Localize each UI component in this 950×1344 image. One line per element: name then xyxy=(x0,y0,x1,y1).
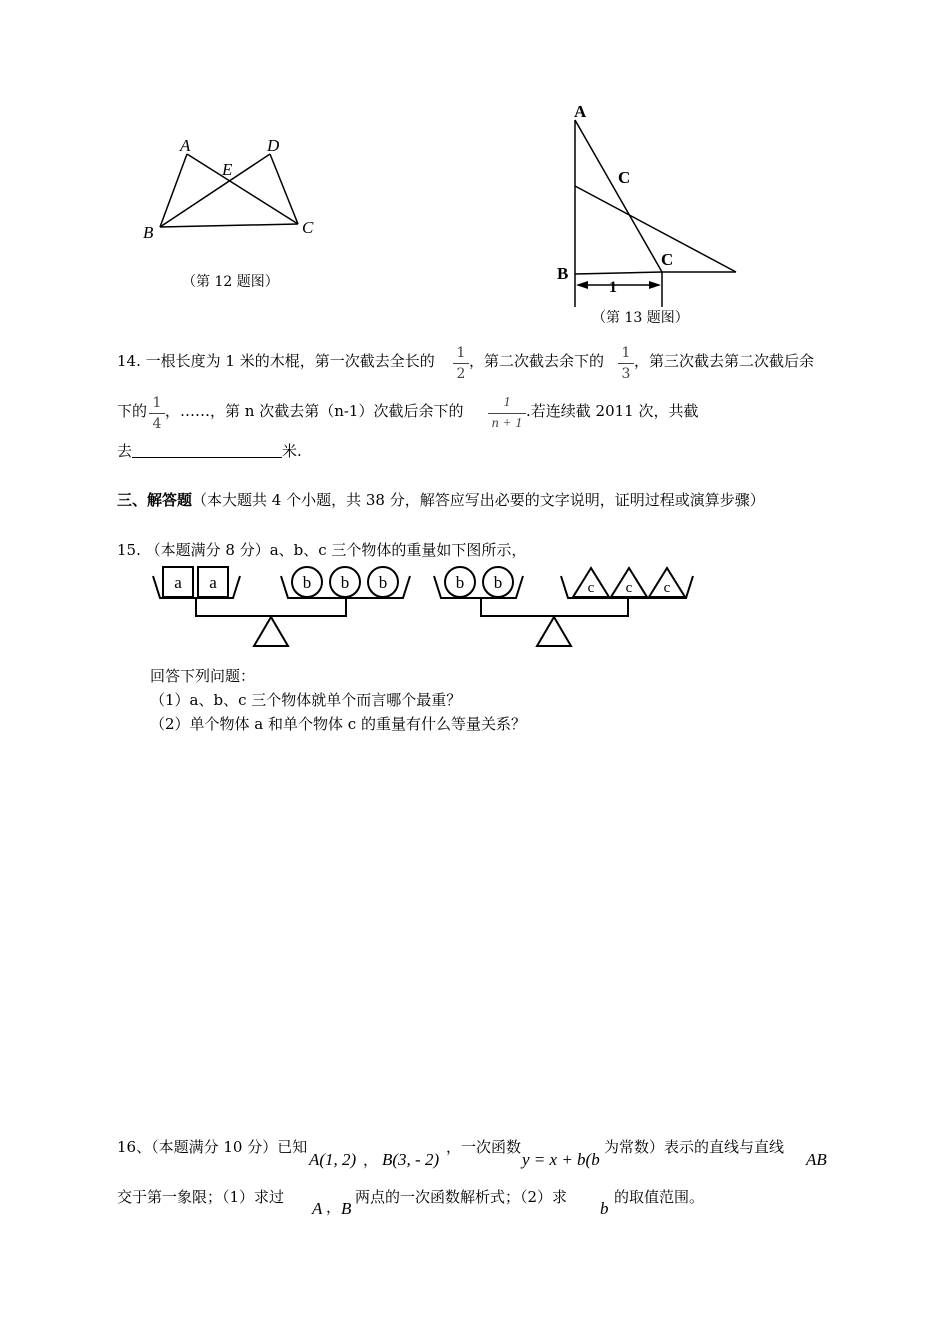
scale2-left-label-1: b xyxy=(455,573,465,592)
slant-line xyxy=(575,186,736,272)
fraction-denominator: n + 1 xyxy=(491,416,523,431)
section-title: 三、解答题 xyxy=(117,491,193,509)
fig13-label-b: B xyxy=(557,264,569,283)
arrow-right-icon xyxy=(649,281,661,289)
scale2-left-pan xyxy=(434,576,523,598)
scale-2 xyxy=(434,567,693,646)
q14-line3-suffix: 米. xyxy=(282,442,302,460)
q16-comma: ， xyxy=(326,1198,342,1216)
fig12-label-a: A xyxy=(180,136,191,155)
scale1-fulcrum xyxy=(254,617,288,646)
q16-function: y = x + b(b xyxy=(522,1150,600,1169)
q16-line2-a: 交于第一象限；（1）求过 xyxy=(117,1188,285,1206)
q16-point-b: B(3, - 2) xyxy=(382,1150,440,1169)
q14-fraction-third xyxy=(618,343,634,384)
scale-1 xyxy=(153,567,410,646)
q15-sub2: （2）单个物体 a 和单个物体 c 的重量有什么等量关系？ xyxy=(150,715,526,733)
scale1-right-label-2: b xyxy=(340,573,350,592)
q14-fraction-half xyxy=(453,343,469,384)
scale1-left-label-2: a xyxy=(209,573,217,592)
q16-line2-c: 的取值范围。 xyxy=(614,1188,705,1206)
fraction-numerator: 1 xyxy=(503,395,511,410)
balance-scales-figure xyxy=(148,560,708,652)
q15-intro: 15. （本题满分 8 分）a、b、c 三个物体的重量如下图所示， xyxy=(117,541,527,559)
scale2-right-label-1: c xyxy=(587,580,595,596)
scale1-beam xyxy=(196,598,346,616)
fig12-label-e: E xyxy=(222,160,233,179)
arrow-left-icon xyxy=(576,281,588,289)
scale2-beam xyxy=(481,598,628,616)
q14-fraction-quarter xyxy=(149,393,165,434)
answer-blank[interactable] xyxy=(132,441,282,458)
fig12-label-b: B xyxy=(143,223,154,242)
q16-line-ab: AB xyxy=(806,1150,827,1169)
q15-prompt: 回答下列问题： xyxy=(150,667,256,685)
q14-line2-b: ，……，第 n 次截去第（n-1）次截后余下的 xyxy=(165,402,464,420)
fig12-label-c: C xyxy=(302,218,314,237)
scale1-right-label-3: b xyxy=(378,573,388,592)
fig12-caption: （第 12 题图） xyxy=(182,274,279,290)
q16-vb: b xyxy=(600,1199,609,1218)
scale2-right-label-2: c xyxy=(625,580,633,596)
segment-bc xyxy=(160,224,298,227)
q16-separator: ， xyxy=(363,1151,379,1169)
q14-line1-a: 14. 一根长度为 1 米的木棍，第一次截去全长的 xyxy=(117,352,435,370)
q16-pa: A xyxy=(312,1199,323,1218)
scale2-fulcrum xyxy=(537,617,571,646)
fraction-denominator: 2 xyxy=(456,366,466,382)
q14-fraction-n-plus-1 xyxy=(488,393,526,434)
segment-bd xyxy=(160,154,270,227)
scale1-left-label-1: a xyxy=(174,573,182,592)
q14-line3-prefix: 去 xyxy=(117,442,133,460)
q14-line2-a: 下的 xyxy=(117,402,148,420)
segment-ac xyxy=(187,154,298,224)
fraction-denominator: 3 xyxy=(621,366,631,382)
fraction-numerator: 1 xyxy=(456,345,466,361)
q16-line1-a: 16、（本题满分 10 分）已知 xyxy=(117,1138,308,1156)
fig13-label-one: 1 xyxy=(609,279,617,296)
scale2-left-label-2: b xyxy=(493,573,503,592)
figure-12 xyxy=(130,130,330,250)
fig13-label-c-mid: C xyxy=(618,168,631,187)
fig13-label-c-bottom: C xyxy=(661,250,674,269)
q14-line1-c: ，第三次截去第二次截后余 xyxy=(634,352,815,370)
segment-dc xyxy=(270,154,298,224)
fig13-caption: （第 13 题图） xyxy=(592,310,689,326)
fraction-denominator: 4 xyxy=(152,416,162,432)
scale1-right-label-1: b xyxy=(302,573,312,592)
fraction-numerator: 1 xyxy=(152,395,162,411)
fig12-label-d: D xyxy=(267,136,280,155)
q16-line1-c: 为常数）表示的直线与直线 xyxy=(604,1138,785,1156)
segment-ab xyxy=(160,154,187,227)
fraction-numerator: 1 xyxy=(621,345,631,361)
q14-line1-b: ，第二次截去余下的 xyxy=(469,352,605,370)
q14-line2-c: .若连续截 2011 次，共截 xyxy=(526,402,699,420)
segment-b-c xyxy=(575,272,662,274)
figure-13 xyxy=(548,95,748,307)
q16-pb: B xyxy=(341,1199,352,1218)
fig13-label-a: A xyxy=(574,102,587,121)
scale2-right-label-3: c xyxy=(663,580,671,596)
q14-line3 xyxy=(117,441,302,461)
q16-point-a: A(1, 2) xyxy=(309,1150,357,1169)
q16-line1-b: ，一次函数 xyxy=(446,1138,522,1156)
q15-sub1: （1）a、b、c 三个物体就单个而言哪个最重？ xyxy=(150,691,462,709)
q16-line2-b: 两点的一次函数解析式；（2）求 xyxy=(355,1188,568,1206)
scale1-left-pan xyxy=(153,576,240,598)
segment-a-c xyxy=(575,120,662,272)
section-heading xyxy=(117,490,765,510)
section-description: （本大题共 4 个小题，共 38 分，解答应写出必要的文字说明，证明过程或演算步骤） xyxy=(192,491,765,509)
